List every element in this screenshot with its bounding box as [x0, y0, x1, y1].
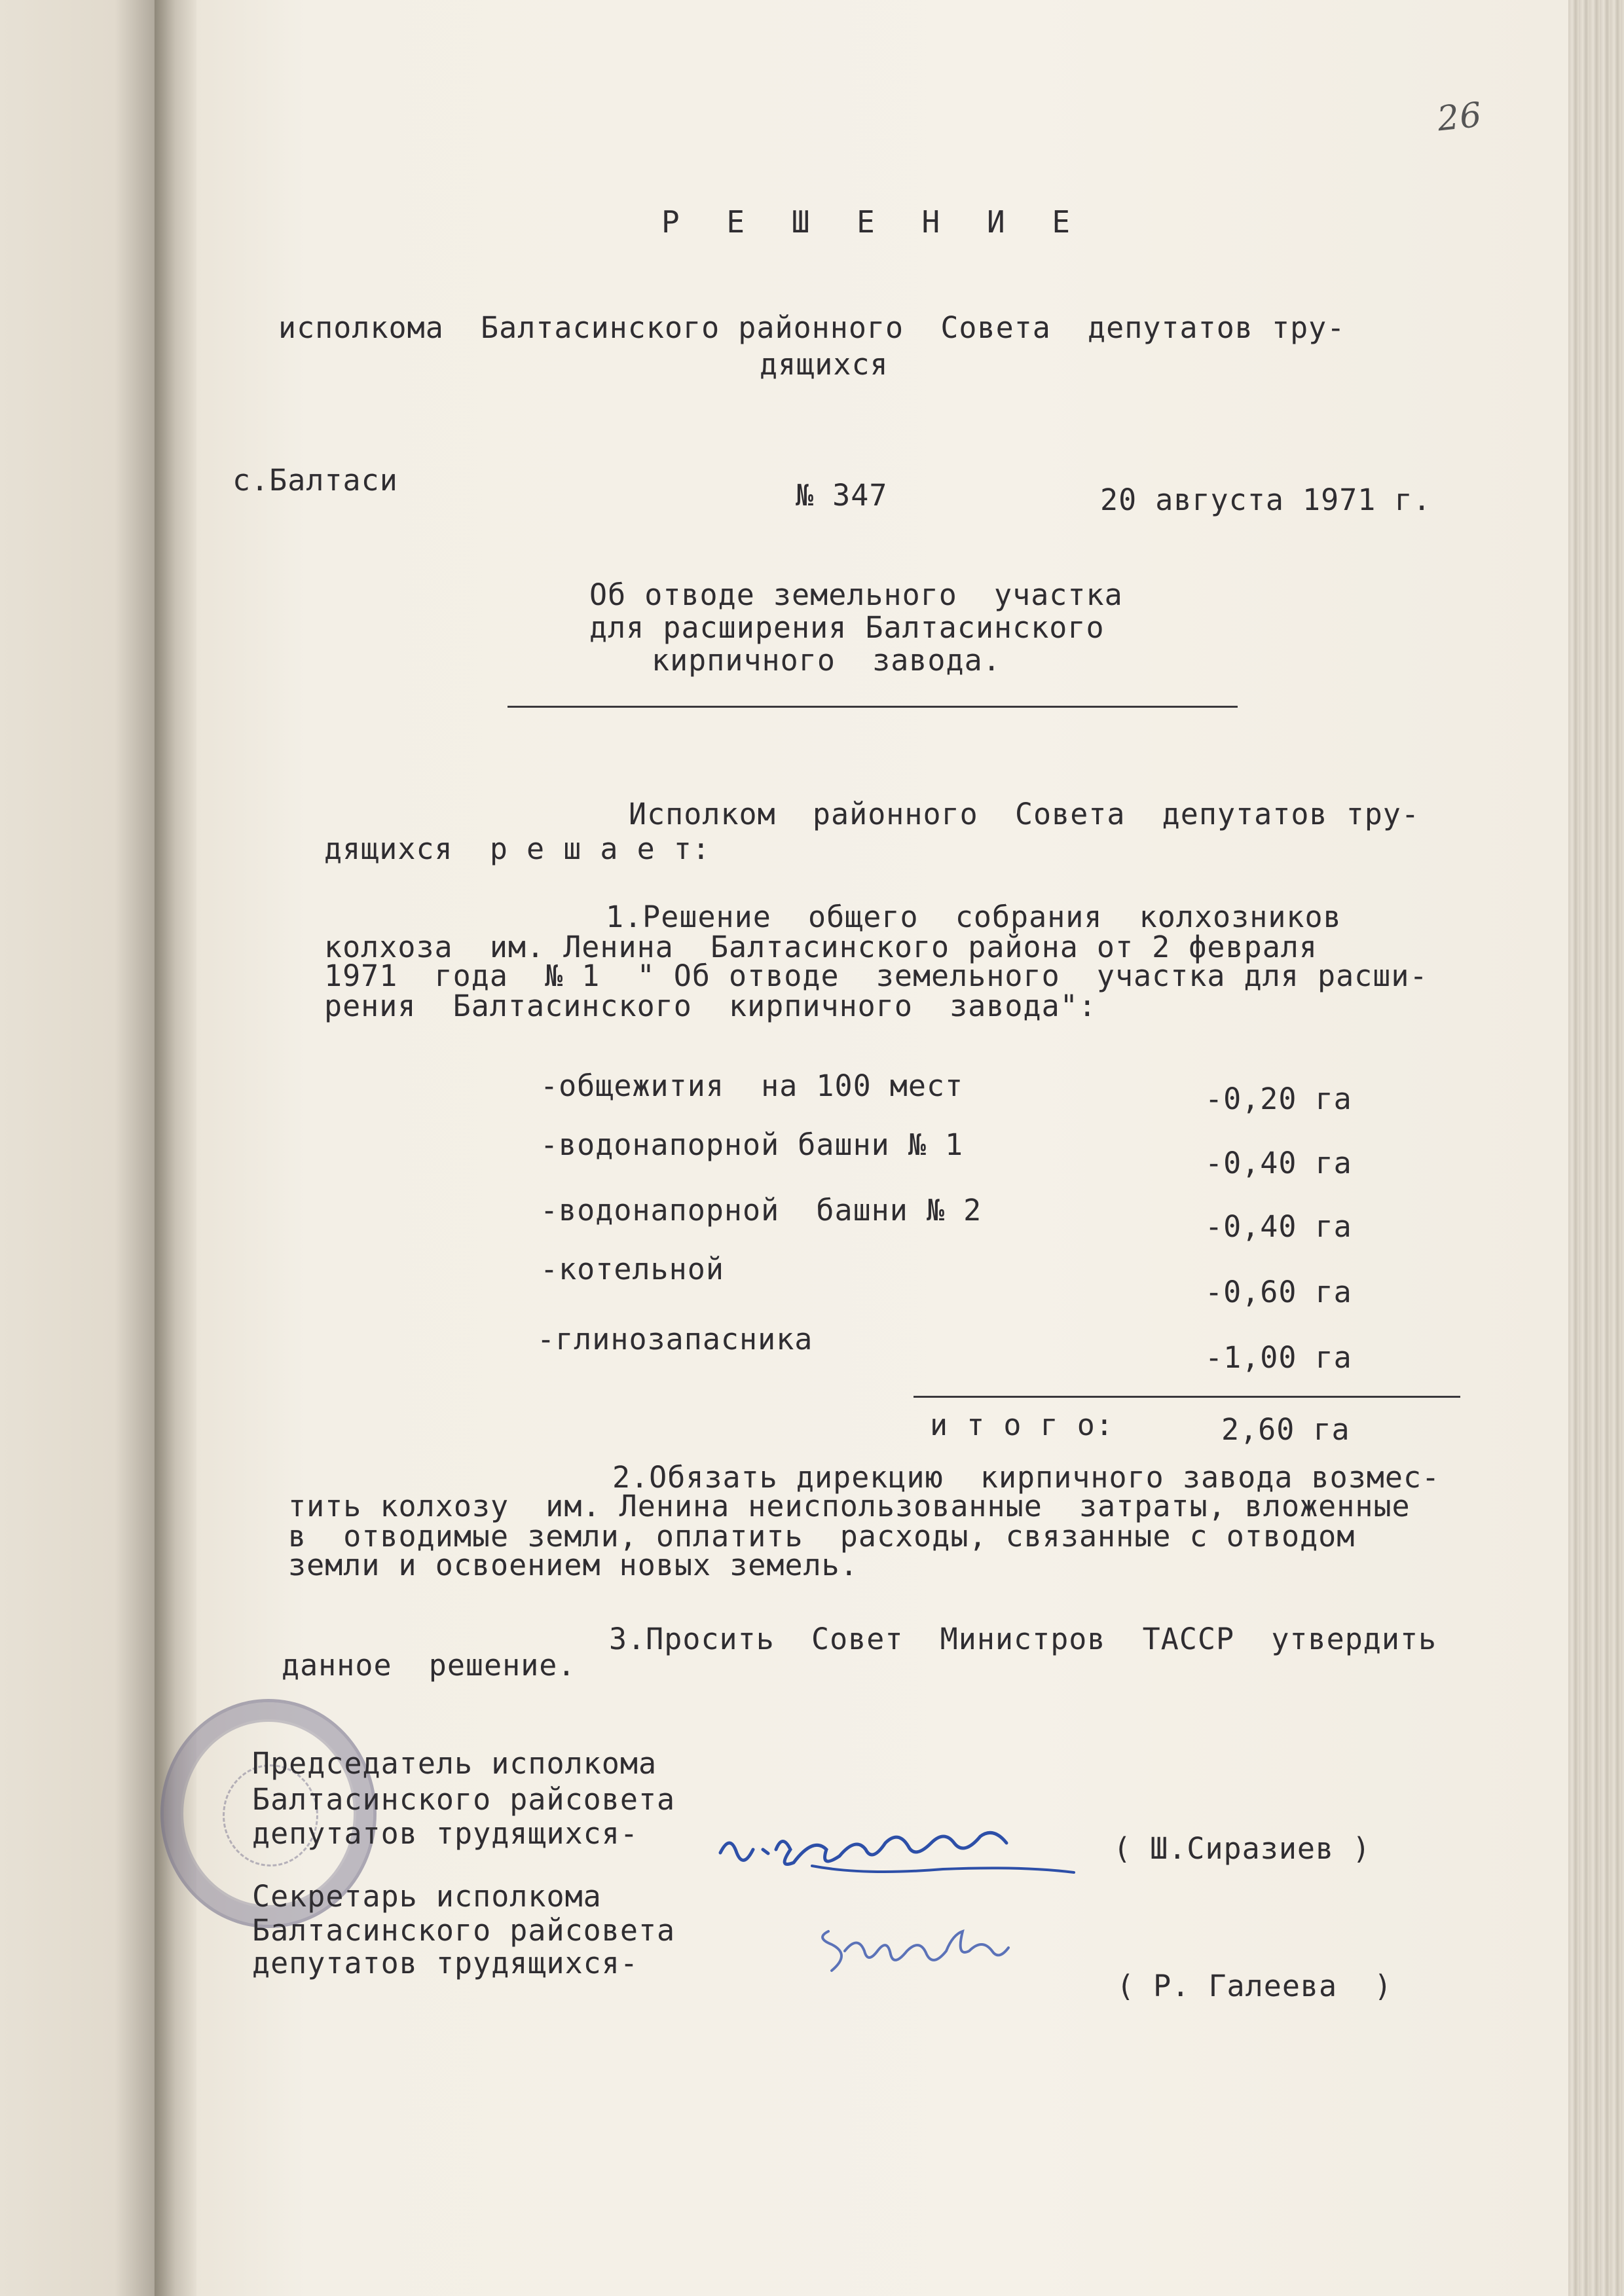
secretary-title-line-3: депутатов трудящихся-	[252, 1946, 638, 1980]
total-rule	[913, 1396, 1460, 1398]
secretary-signature	[809, 1912, 1038, 1990]
allocation-area: -0,40 га	[1205, 1146, 1352, 1180]
subject-line-3: кирпичного завода.	[652, 643, 1001, 678]
book-fold	[155, 0, 200, 2296]
allocation-name: -котельной	[540, 1252, 724, 1286]
intro-line-2: дящихся р е ш а е т:	[324, 831, 710, 866]
chair-title-line-2: Балтасинского райсовета	[252, 1782, 676, 1817]
page-number: 26	[1435, 95, 1485, 139]
allocation-name: -глинозапасника	[537, 1322, 813, 1357]
allocation-area: -0,40 га	[1205, 1209, 1352, 1244]
decision-date: 20 августа 1971 г.	[1100, 483, 1431, 517]
subtitle-line-1: исполкома Балтасинского районного Совета депутатов тру-	[278, 310, 1346, 345]
item2-line-4: земли и освоением новых земель.	[288, 1548, 858, 1582]
subject-underline	[507, 706, 1238, 708]
allocation-name: -водонапорной башни № 2	[540, 1193, 982, 1228]
item1-line-4: рения Балтасинского кирпичного завода":	[324, 989, 1097, 1023]
item3-line-2: данное решение.	[282, 1648, 576, 1683]
item2-line-2: тить колхозу им. Ленина неиспользованные затраты, вложенные	[288, 1489, 1411, 1523]
intro-line-1: Исполком районного Совета депутатов тру-	[629, 797, 1420, 831]
left-page-edge	[0, 0, 164, 2296]
decision-number: № 347	[796, 478, 888, 513]
item3-line-1: 3.Просить Совет Министров ТАССР утвердить	[609, 1622, 1437, 1656]
chair-title-line-1: Председатель исполкома	[252, 1746, 657, 1781]
item1-line-2: колхоза им. Ленина Балтасинского района от 2 февраля	[324, 930, 1318, 964]
secretary-title-line-2: Балтасинского райсовета	[252, 1913, 676, 1948]
subtitle-line-2: дящихся	[760, 347, 889, 382]
allocation-area: -1,00 га	[1205, 1340, 1352, 1375]
chair-name: ( Ш.Сиразиев )	[1113, 1831, 1371, 1866]
total-label: и т о г о:	[930, 1408, 1114, 1442]
item1-line-1: 1.Решение общего собрания колхозников	[606, 900, 1342, 934]
item2-line-3: в отводимые земли, оплатить расходы, связанные с отводом	[288, 1519, 1356, 1554]
subject-line-1: Об отводе земельного участка	[589, 577, 1123, 612]
secretary-name: ( Р. Галеева )	[1116, 1969, 1393, 2003]
item1-line-3: 1971 года № 1 " Об отводе земельного участка для расши-	[324, 958, 1428, 993]
allocation-area: -0,20 га	[1205, 1082, 1352, 1116]
chair-title-line-3: депутатов трудящихся-	[252, 1816, 638, 1851]
total-value: 2,60 га	[1221, 1412, 1350, 1447]
place: с.Балтаси	[232, 463, 398, 498]
allocation-area: -0,60 га	[1205, 1275, 1352, 1309]
allocation-name: -водонапорной башни № 1	[540, 1127, 964, 1162]
allocation-name: -общежития на 100 мест	[540, 1068, 964, 1103]
subject-line-2: для расширения Балтасинского	[589, 610, 1105, 645]
page-stack-edge	[1568, 0, 1624, 2296]
document-title: Р Е Ш Е Н И Е	[661, 204, 1085, 240]
item2-line-1: 2.Обязать дирекцию кирпичного завода возмес-	[612, 1460, 1441, 1495]
chair-signature	[714, 1813, 1107, 1905]
secretary-title-line-1: Секретарь исполкома	[252, 1879, 602, 1914]
